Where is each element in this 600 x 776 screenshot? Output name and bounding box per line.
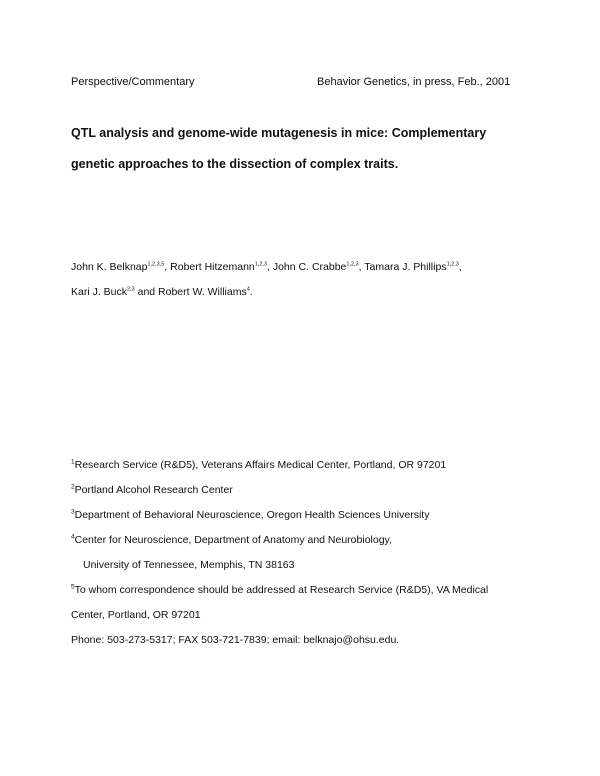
affiliation-text: Department of Behavioral Neuroscience, Oregon Health Sciences University: [74, 509, 430, 521]
affiliation-mark: 5: [71, 583, 75, 591]
authors-line-2: [71, 286, 253, 298]
title-line-2: genetic approaches to the dissection of complex traits.: [71, 157, 399, 171]
author-affiliation-marks: 2,3: [127, 286, 135, 293]
affiliation-mark: 1: [71, 458, 75, 466]
correspondence-text: Center, Portland, OR 97201: [71, 609, 201, 621]
author-separator: ,: [458, 261, 462, 273]
affiliation-3: [71, 509, 429, 521]
affiliation-mark: 4: [71, 533, 75, 541]
author-name: John C. Crabbe: [272, 261, 347, 273]
author-affiliation-marks: 1,2,3: [446, 261, 459, 268]
affiliation-2: [71, 484, 233, 496]
contact-text: Phone: 503-273-5317; FAX 503-721-7839; email: belknajo@ohsu.edu.: [71, 634, 400, 646]
title-line-1: QTL analysis and genome-wide mutagenesis in mice: Complementary: [71, 126, 487, 140]
affiliation-mark: 3: [71, 508, 75, 516]
contact-line: [71, 634, 399, 646]
author-name: John K. Belknap: [71, 261, 148, 273]
affiliation-text: Research Service (R&D5), Veterans Affairs Medical Center, Portland, OR 97201: [74, 459, 447, 471]
author-separator: ,: [164, 261, 171, 273]
author-separator: ,: [358, 261, 365, 273]
author-separator: and: [134, 286, 159, 298]
affiliation-1: [71, 459, 446, 471]
authors-line-1: [71, 261, 462, 273]
author-affiliation-marks: 4: [246, 286, 250, 293]
correspondence-note-continued: [71, 609, 201, 621]
author-affiliation-marks: 1,2,3: [254, 261, 267, 268]
author-name: Robert Hitzemann: [170, 261, 255, 273]
affiliation-mark: 2: [71, 483, 75, 491]
running-header-right: Behavior Genetics, in press, Feb., 2001: [317, 76, 511, 88]
author-name: Kari J. Buck: [71, 286, 128, 298]
author-affiliation-marks: 1,2,3: [346, 261, 359, 268]
running-header-left: Perspective/Commentary: [71, 76, 195, 88]
author-separator: ,: [267, 261, 273, 273]
correspondence-text: To whom correspondence should be addressed at Research Service (R&D5), VA Medical: [74, 584, 489, 596]
author-affiliation-marks: 1,2,3,5: [147, 261, 165, 268]
affiliation-text: Portland Alcohol Research Center: [74, 484, 233, 496]
author-name: Robert W. Williams: [158, 286, 247, 298]
author-separator: .: [249, 286, 253, 298]
author-name: Tamara J. Phillips: [364, 261, 447, 273]
affiliation-text: Center for Neuroscience, Department of Anatomy and Neurobiology,: [74, 534, 392, 546]
affiliation-4-continued: [83, 559, 294, 571]
affiliation-text: University of Tennessee, Memphis, TN 38163: [83, 559, 295, 571]
correspondence-note: [71, 584, 488, 596]
affiliation-4: [71, 534, 392, 546]
